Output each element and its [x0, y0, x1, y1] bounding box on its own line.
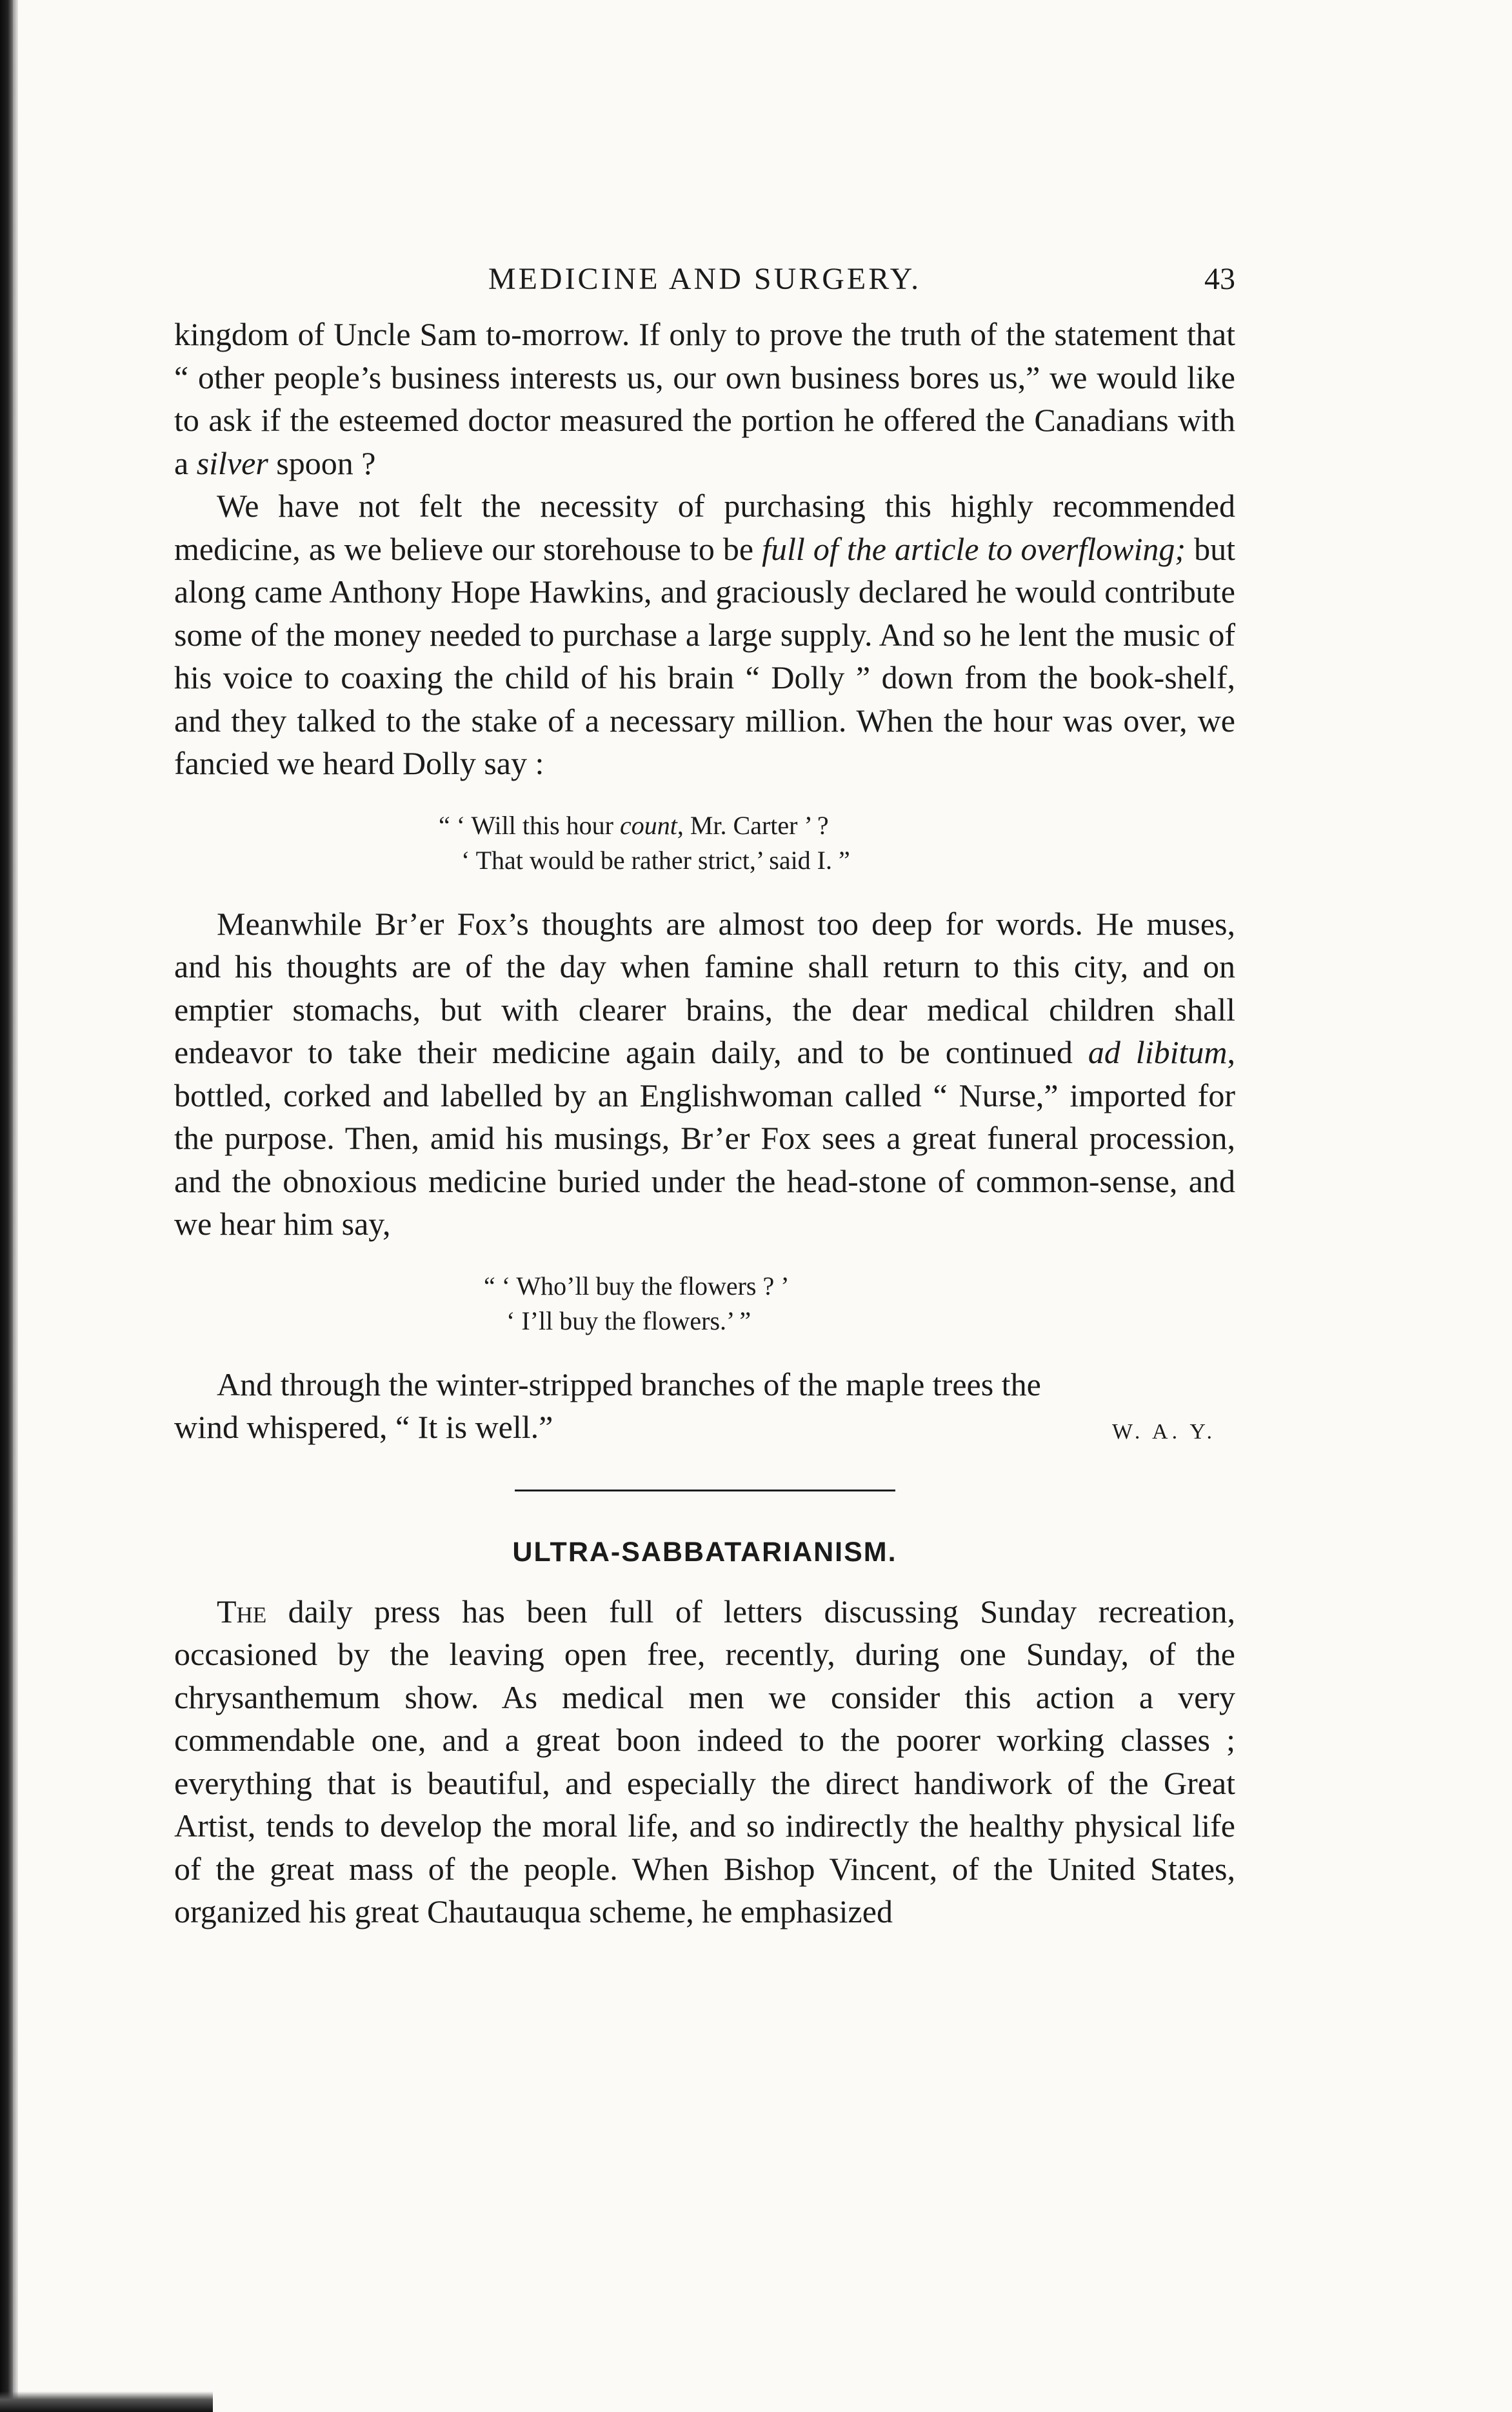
paragraph-3 — [174, 902, 1235, 1246]
text-run: “ ‘ Will this hour — [439, 810, 620, 840]
book-spine-shadow — [0, 0, 13, 2412]
book-page — [174, 261, 1235, 1933]
section-divider — [515, 1490, 895, 1491]
running-title: MEDICINE AND SURGERY. — [488, 262, 922, 296]
paragraph-1 — [174, 313, 1235, 484]
running-head — [174, 261, 1235, 313]
italic-text: full of the article to overflowing; — [762, 530, 1186, 567]
text-run: We have not felt the necessity of purchasing this highly recommended medicine, as we believe our storehouse to be — [174, 488, 1235, 567]
closing-line — [174, 1406, 1235, 1454]
first-word: The — [217, 1593, 267, 1630]
paragraph-4-line-1: And through the winter-stripped branches of the maple trees the — [217, 1366, 1041, 1402]
text-run: , Mr. Carter ’ ? — [677, 810, 829, 840]
page-corner-shadow — [0, 2391, 213, 2412]
italic-text: silver — [196, 444, 268, 481]
text-run: ‘ That would be rather strict,’ said I. ” — [461, 845, 850, 875]
author-signature: W. A. Y. — [1111, 1420, 1216, 1444]
paragraph-5 — [174, 1590, 1235, 1933]
verse-quote-2 — [174, 1269, 1235, 1339]
verse-line — [439, 843, 1235, 878]
text-run: ‘ I’ll buy the flowers.’ ” — [506, 1306, 751, 1335]
section-heading: ULTRA-SABBATARIANISM. — [512, 1536, 897, 1568]
paragraph-4-line-2: wind whispered, “ It is well.” — [174, 1409, 553, 1445]
page-number: 43 — [1204, 262, 1235, 296]
text-run: , bottled, corked and labelled by an Englishwoman called “ Nurse,” imported for the purpose. Then, amid his musings, Br’er Fox sees a great funeral procession, and the obnoxious medicine buried under the head-stone of common-sense, and we hear him say, — [174, 1034, 1235, 1242]
verse-quote-1 — [174, 808, 1235, 878]
text-run: but along came Anthony Hope Hawkins, and graciously declared he would contribute some of the money needed to purchase a large supply. And so he lent the music of his voice to coaxing the child of his brain “ Dolly ” down from the book-shelf, and they talked to the stake of a necessary million. When the hour was over, we fancied we heard Dolly say : — [174, 530, 1235, 781]
verse-line — [439, 808, 1235, 843]
italic-text: count — [619, 810, 677, 840]
verse-line — [484, 1269, 1235, 1304]
book-gutter — [13, 0, 18, 2412]
text-run: “ ‘ Who’ll buy the flowers ? ’ — [484, 1271, 790, 1301]
text-run: spoon ? — [268, 444, 376, 481]
paragraph-5-text: daily press has been full of letters discussing Sunday recreation, occasioned by the leaving open free, recently, during one Sunday, of the chrysanthemum show. As medical men we consider this action a very commendable one, and a great boon indeed to the poorer working classes ; everything that is beautiful, and especially the direct handiwork of the Great Artist, tends to develop the moral life, and so indirectly the healthy physical life of the great mass of the people. When Bishop Vincent, of the United States, organized his great Chautauqua scheme, he emphasized — [174, 1593, 1235, 1929]
paragraph-2 — [174, 484, 1235, 785]
italic-text: ad libitum — [1088, 1034, 1228, 1070]
text-run: kingdom of Uncle Sam to-morrow. If only to prove the truth of the statement that “ other people’s business interests us, our own business bores us,” we would like to ask if the esteemed doctor measured the portion he offered the Canadians with a — [174, 316, 1235, 481]
text-run: Meanwhile Br’er Fox’s thoughts are almost too deep for words. He muses, and his thoughts are of the day when famine shall return to this city, and on emptier stomachs, but with clearer brains, the dear medical children shall endeavor to take their medicine again daily, and to be continued — [174, 905, 1235, 1070]
verse-line — [484, 1304, 1235, 1339]
